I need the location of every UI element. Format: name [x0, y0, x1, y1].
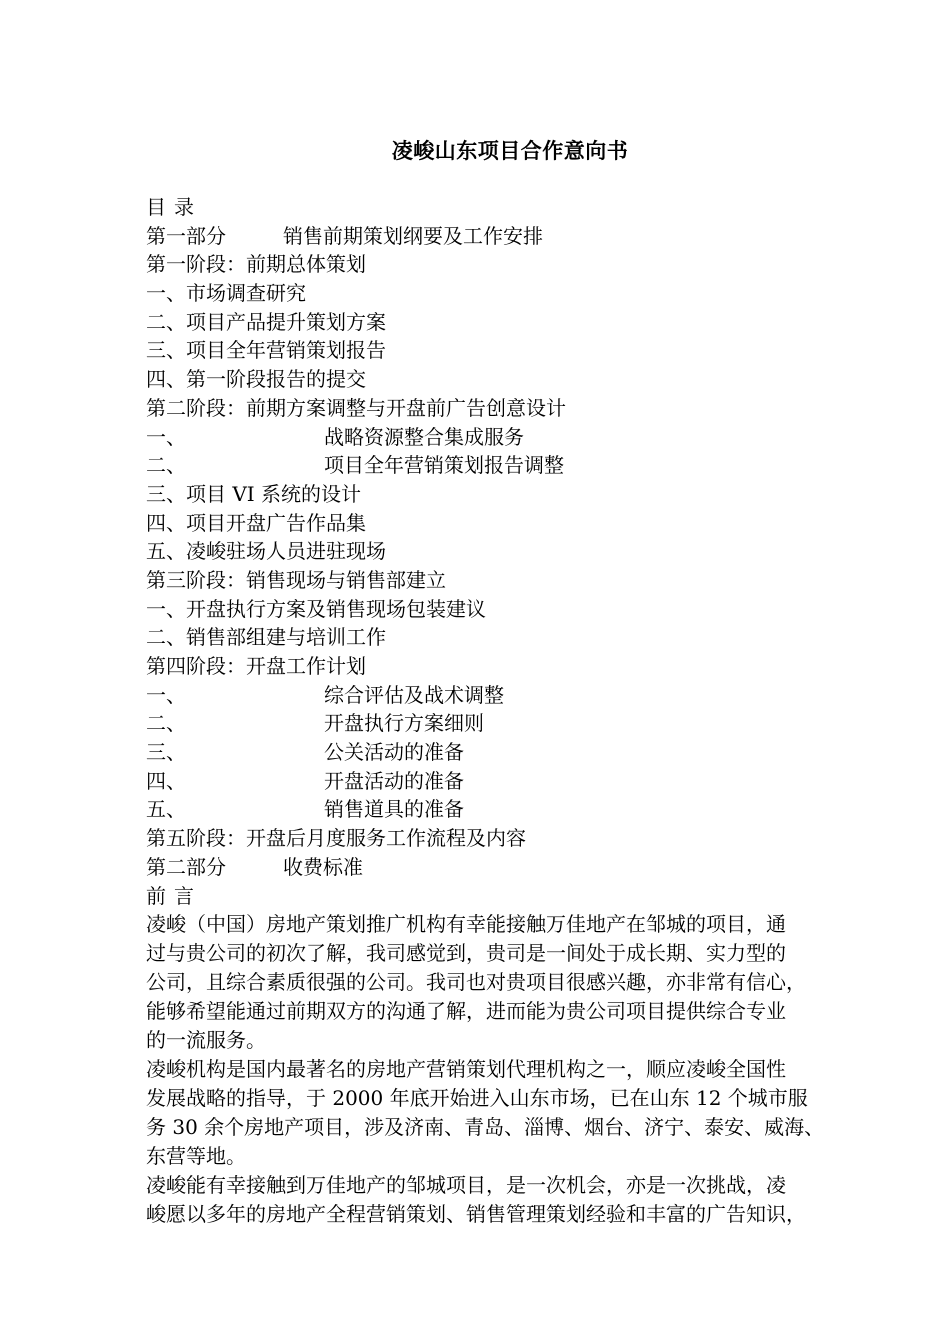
- toc-item: [146, 738, 886, 767]
- paragraph-line: 凌峻（中国）房地产策划推广机构有幸能接触万佳地产在邹城的项目，通: [146, 912, 786, 936]
- toc-part-label: 第二部分: [146, 854, 226, 879]
- toc-stage-4: 第四阶段：开盘工作计划: [146, 654, 366, 678]
- toc-item-number: 二、: [146, 711, 186, 736]
- toc-item-number: 三、: [146, 740, 186, 765]
- paragraph-line: 发展战略的指导，于 2000 年底开始进入山东市场，已在山东 12 个城市服: [146, 1086, 808, 1110]
- paragraph-line: 峻愿以多年的房地产全程营销策划、销售管理策划经验和丰富的广告知识，: [146, 1202, 806, 1226]
- toc-heading-char: 目: [146, 195, 166, 219]
- toc-part-title: 销售前期策划纲要及工作安排: [283, 223, 543, 248]
- toc-stage-2: 第二阶段：前期方案调整与开盘前广告创意设计: [146, 395, 566, 420]
- toc-item-text: 战略资源整合集成服务: [324, 424, 524, 449]
- toc-item-number: 五、: [146, 797, 186, 822]
- table-of-contents: [146, 193, 886, 910]
- toc-item: 一、开盘执行方案及销售现场包装建议: [146, 596, 486, 621]
- toc-item: 四、第一阶段报告的提交: [146, 367, 366, 392]
- document-title: 凌峻山东项目合作意向书: [391, 138, 629, 163]
- toc-stage-1: 第一阶段：前期总体策划: [146, 252, 366, 277]
- toc-heading-char: 录: [174, 195, 194, 219]
- toc-item-number: 四、: [146, 768, 186, 793]
- toc-item: 二、项目产品提升策划方案: [146, 309, 386, 334]
- toc-item: [146, 423, 886, 452]
- preface-paragraph: [146, 1055, 891, 1171]
- toc-item-text: 公关活动的准备: [324, 740, 464, 765]
- toc-item-text: 项目全年营销策划报告调整: [324, 453, 564, 478]
- toc-item-number: 一、: [146, 682, 186, 707]
- toc-item-text: 销售道具的准备: [324, 797, 464, 822]
- toc-stage-5: 第五阶段：开盘后月度服务工作流程及内容: [146, 826, 526, 851]
- toc-item: 三、项目 VI 系统的设计: [146, 481, 362, 506]
- preface-body: [146, 910, 891, 1229]
- preface-heading-char: 言: [174, 883, 194, 908]
- preface-paragraph: [146, 910, 891, 1055]
- preface-paragraph: [146, 1171, 891, 1229]
- toc-item-text: 开盘活动的准备: [324, 768, 464, 793]
- paragraph-line: 务 30 余个房地产项目，涉及济南、青岛、淄博、烟台、济宁、泰安、威海、: [146, 1115, 825, 1139]
- paragraph-line: 能够希望能通过前期双方的沟通了解，进而能为贵公司项目提供综合专业: [146, 999, 786, 1023]
- toc-item: 一、市场调查研究: [146, 281, 306, 306]
- toc-item-number: 二、: [146, 453, 186, 478]
- toc-part-label: 第一部分: [146, 223, 226, 248]
- toc-item-text: 开盘执行方案细则: [324, 711, 484, 736]
- toc-stage-3: 第三阶段：销售现场与销售部建立: [146, 567, 446, 592]
- toc-item-number: 一、: [146, 424, 186, 449]
- paragraph-line: 凌峻能有幸接触到万佳地产的邹城项目，是一次机会，亦是一次挑战，凌: [146, 1173, 786, 1197]
- toc-item: [146, 795, 886, 824]
- paragraph-line: 的一流服务。: [146, 1028, 266, 1052]
- toc-heading: [146, 193, 886, 222]
- toc-item: [146, 709, 886, 738]
- preface-heading-char: 前: [146, 883, 166, 908]
- toc-item: [146, 681, 886, 710]
- toc-item: [146, 451, 886, 480]
- toc-part-1: [146, 222, 886, 251]
- paragraph-line: 凌峻机构是国内最著名的房地产营销策划代理机构之一，顺应凌峻全国性: [146, 1057, 786, 1081]
- paragraph-line: 东营等地。: [146, 1144, 246, 1168]
- preface-heading: [146, 882, 886, 911]
- toc-part-2: [146, 853, 886, 882]
- paragraph-line: 过与贵公司的初次了解，我司感觉到，贵司是一间处于成长期、实力型的: [146, 941, 786, 965]
- toc-item: 二、销售部组建与培训工作: [146, 625, 386, 650]
- toc-item: [146, 767, 886, 796]
- toc-item: 四、项目开盘广告作品集: [146, 510, 366, 535]
- toc-item-text: 综合评估及战术调整: [324, 682, 504, 707]
- toc-item: 三、项目全年营销策划报告: [146, 338, 386, 363]
- toc-part-title: 收费标准: [283, 854, 363, 879]
- paragraph-line: 公司，且综合素质很强的公司。我司也对贵项目很感兴趣，亦非常有信心，: [146, 970, 806, 994]
- toc-item: 五、凌峻驻场人员进驻现场: [146, 539, 386, 564]
